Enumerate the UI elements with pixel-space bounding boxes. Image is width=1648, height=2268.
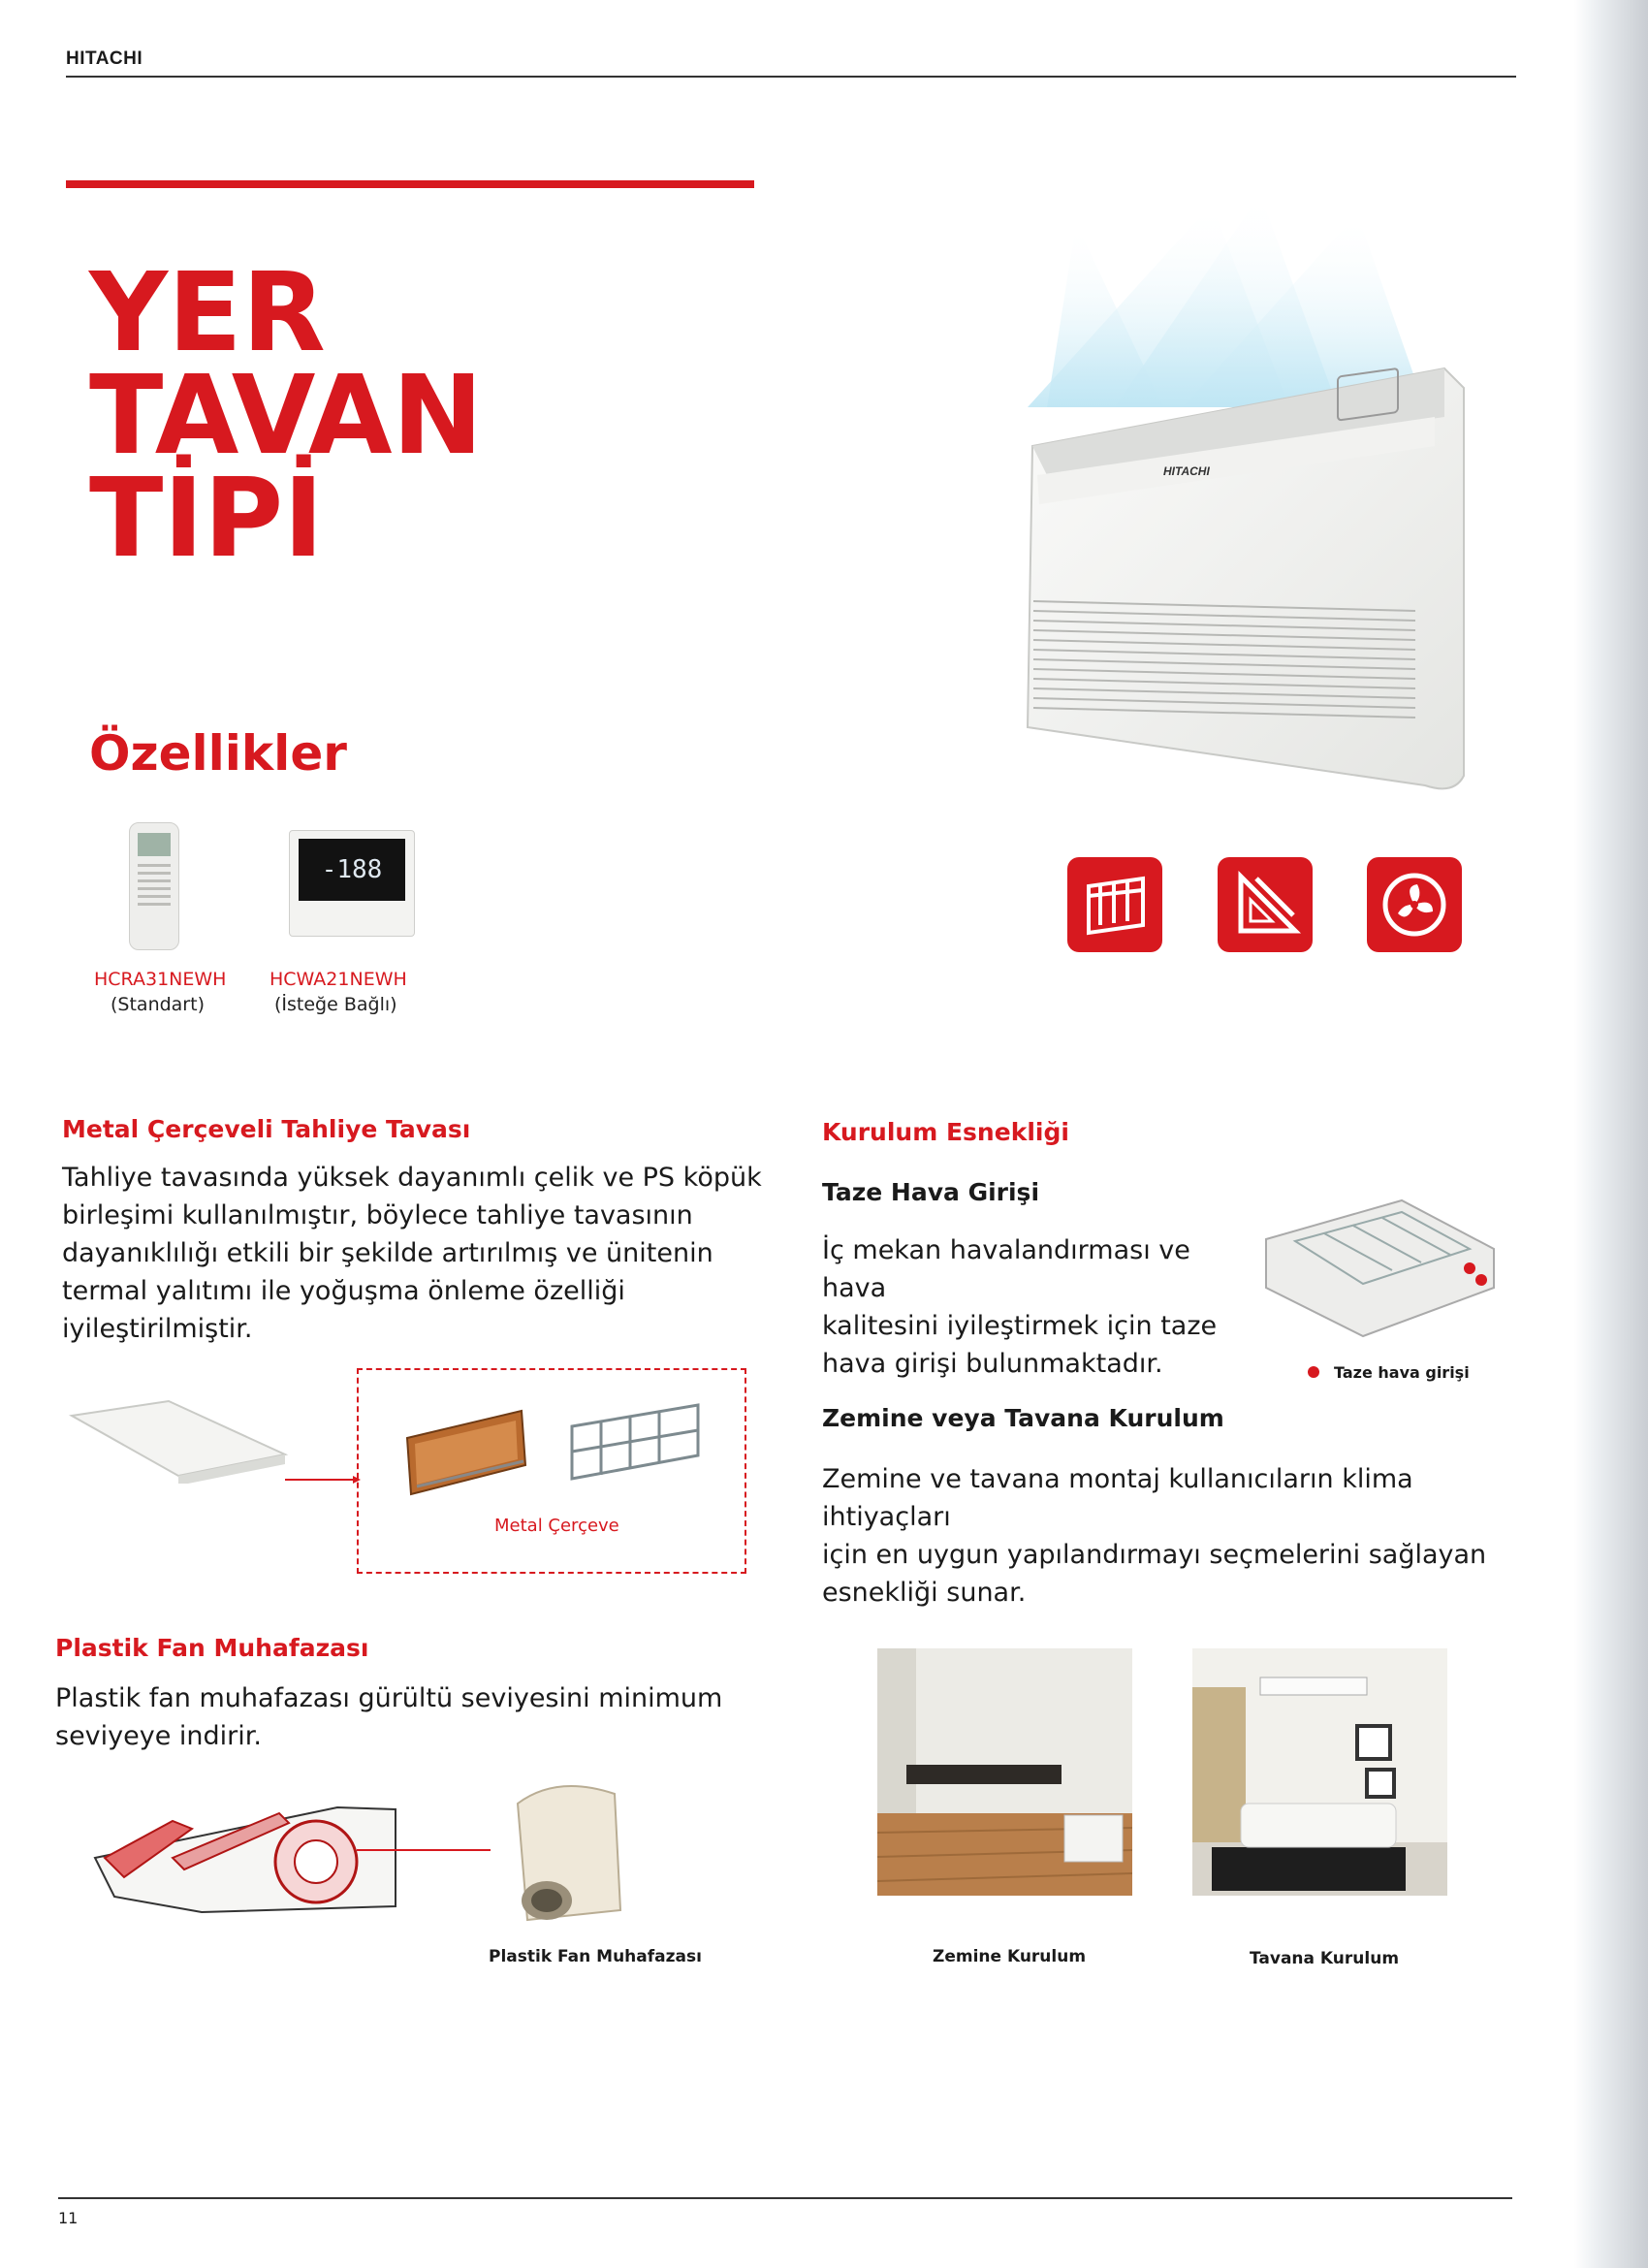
header-brand: HITACHI: [66, 48, 143, 69]
fresh-air-legend: Taze hava girişi: [1334, 1363, 1470, 1382]
floor-ceiling-line: esnekliği sunar.: [822, 1578, 1027, 1608]
fan-icon: [1367, 857, 1462, 952]
fresh-air-legend-dot: [1308, 1366, 1319, 1378]
features-heading: Özellikler: [89, 725, 347, 782]
fan-casing-line: seviyeye indirir.: [55, 1721, 262, 1751]
unit-brand-label: HITACHI: [1163, 464, 1210, 478]
floor-ceiling-line: Zemine ve tavana montaj kullanıcıların klima ihtiyaçları: [822, 1464, 1413, 1532]
ceiling-installation-caption: Tavana Kurulum: [1250, 1949, 1400, 1968]
ceiling-unit-illustration: [62, 1396, 363, 1484]
floor-ceiling-heading: Zemine veya Tavana Kurulum: [822, 1404, 1224, 1432]
ceiling-installation-photo: [1192, 1648, 1447, 1896]
remote-wired-image: -188: [289, 830, 415, 937]
fan-casing-line: Plastik fan muhafazası gürültü seviyesini minimum: [55, 1683, 723, 1713]
fan-casing-part-image: [498, 1774, 634, 1930]
title-line-1: YER: [89, 250, 326, 376]
metal-frame-line: dayanıklılığı etkili bir şekilde artırılmış ve ünitenin: [62, 1238, 713, 1268]
fresh-air-line: hava girişi bulunmaktadır.: [822, 1349, 1163, 1379]
fresh-air-line: İç mekan havalandırması ve hava: [822, 1235, 1190, 1303]
metal-frame-line: Tahliye tavasında yüksek dayanımlı çelik ve PS köpük: [62, 1163, 762, 1193]
metal-frame-heading: Metal Çerçeveli Tahliye Tavası: [62, 1115, 471, 1143]
fresh-air-text: [822, 1231, 1249, 1383]
metal-frame-caption: Metal Çerçeve: [494, 1516, 619, 1536]
metal-frame-line: termal yalıtımı ile yoğuşma önleme özelliği iyileştirilmiştir.: [62, 1276, 625, 1344]
fan-casing-heading: Plastik Fan Muhafazası: [55, 1634, 369, 1662]
fresh-air-line: kalitesini iyileştirmek için taze: [822, 1311, 1218, 1341]
floor-installation-caption: Zemine Kurulum: [933, 1947, 1087, 1966]
ac-unit-illustration: [969, 184, 1493, 815]
metal-frame-line: birleşimi kullanılmıştır, böylece tahliye tavasının: [62, 1200, 693, 1230]
installation-flexibility-icon: [1218, 857, 1313, 952]
floor-ceiling-line: için en uygun yapılandırmayı seçmelerini sağlayan: [822, 1540, 1487, 1570]
metal-frame-part-image: [562, 1397, 708, 1490]
header-rule: [66, 76, 1516, 78]
accent-bar: [66, 180, 754, 188]
floor-ceiling-text: [822, 1460, 1520, 1612]
remote-standard-note: (Standart): [111, 994, 205, 1015]
title-line-2: TAVAN: [89, 353, 484, 479]
remote-wired-note: (İsteğe Bağlı): [274, 994, 397, 1015]
footer-rule: [58, 2197, 1512, 2199]
fresh-air-heading: Taze Hava Girişi: [822, 1178, 1040, 1206]
metal-frame-box: [357, 1368, 746, 1574]
page-edge-shadow: [1574, 0, 1648, 2268]
floor-installation-photo: [877, 1648, 1132, 1896]
fan-casing-text: [55, 1679, 734, 1755]
fresh-air-unit-image: [1256, 1191, 1499, 1346]
drain-pan-icon: [1067, 857, 1162, 952]
installation-heading: Kurulum Esnekliği: [822, 1118, 1069, 1146]
remote-standard-image: [129, 822, 179, 950]
remote-standard-model: HCRA31NEWH: [94, 969, 227, 990]
fan-cross-section-image: [85, 1800, 492, 1916]
page-title: [89, 250, 484, 582]
metal-frame-text: [62, 1159, 799, 1348]
page-number: 11: [58, 2209, 79, 2227]
title-line-3: TİPİ: [89, 456, 324, 582]
drain-pan-part-image: [397, 1405, 533, 1498]
fan-casing-caption: Plastik Fan Muhafazası: [489, 1947, 702, 1966]
remote-wired-model: HCWA21NEWH: [269, 969, 407, 990]
